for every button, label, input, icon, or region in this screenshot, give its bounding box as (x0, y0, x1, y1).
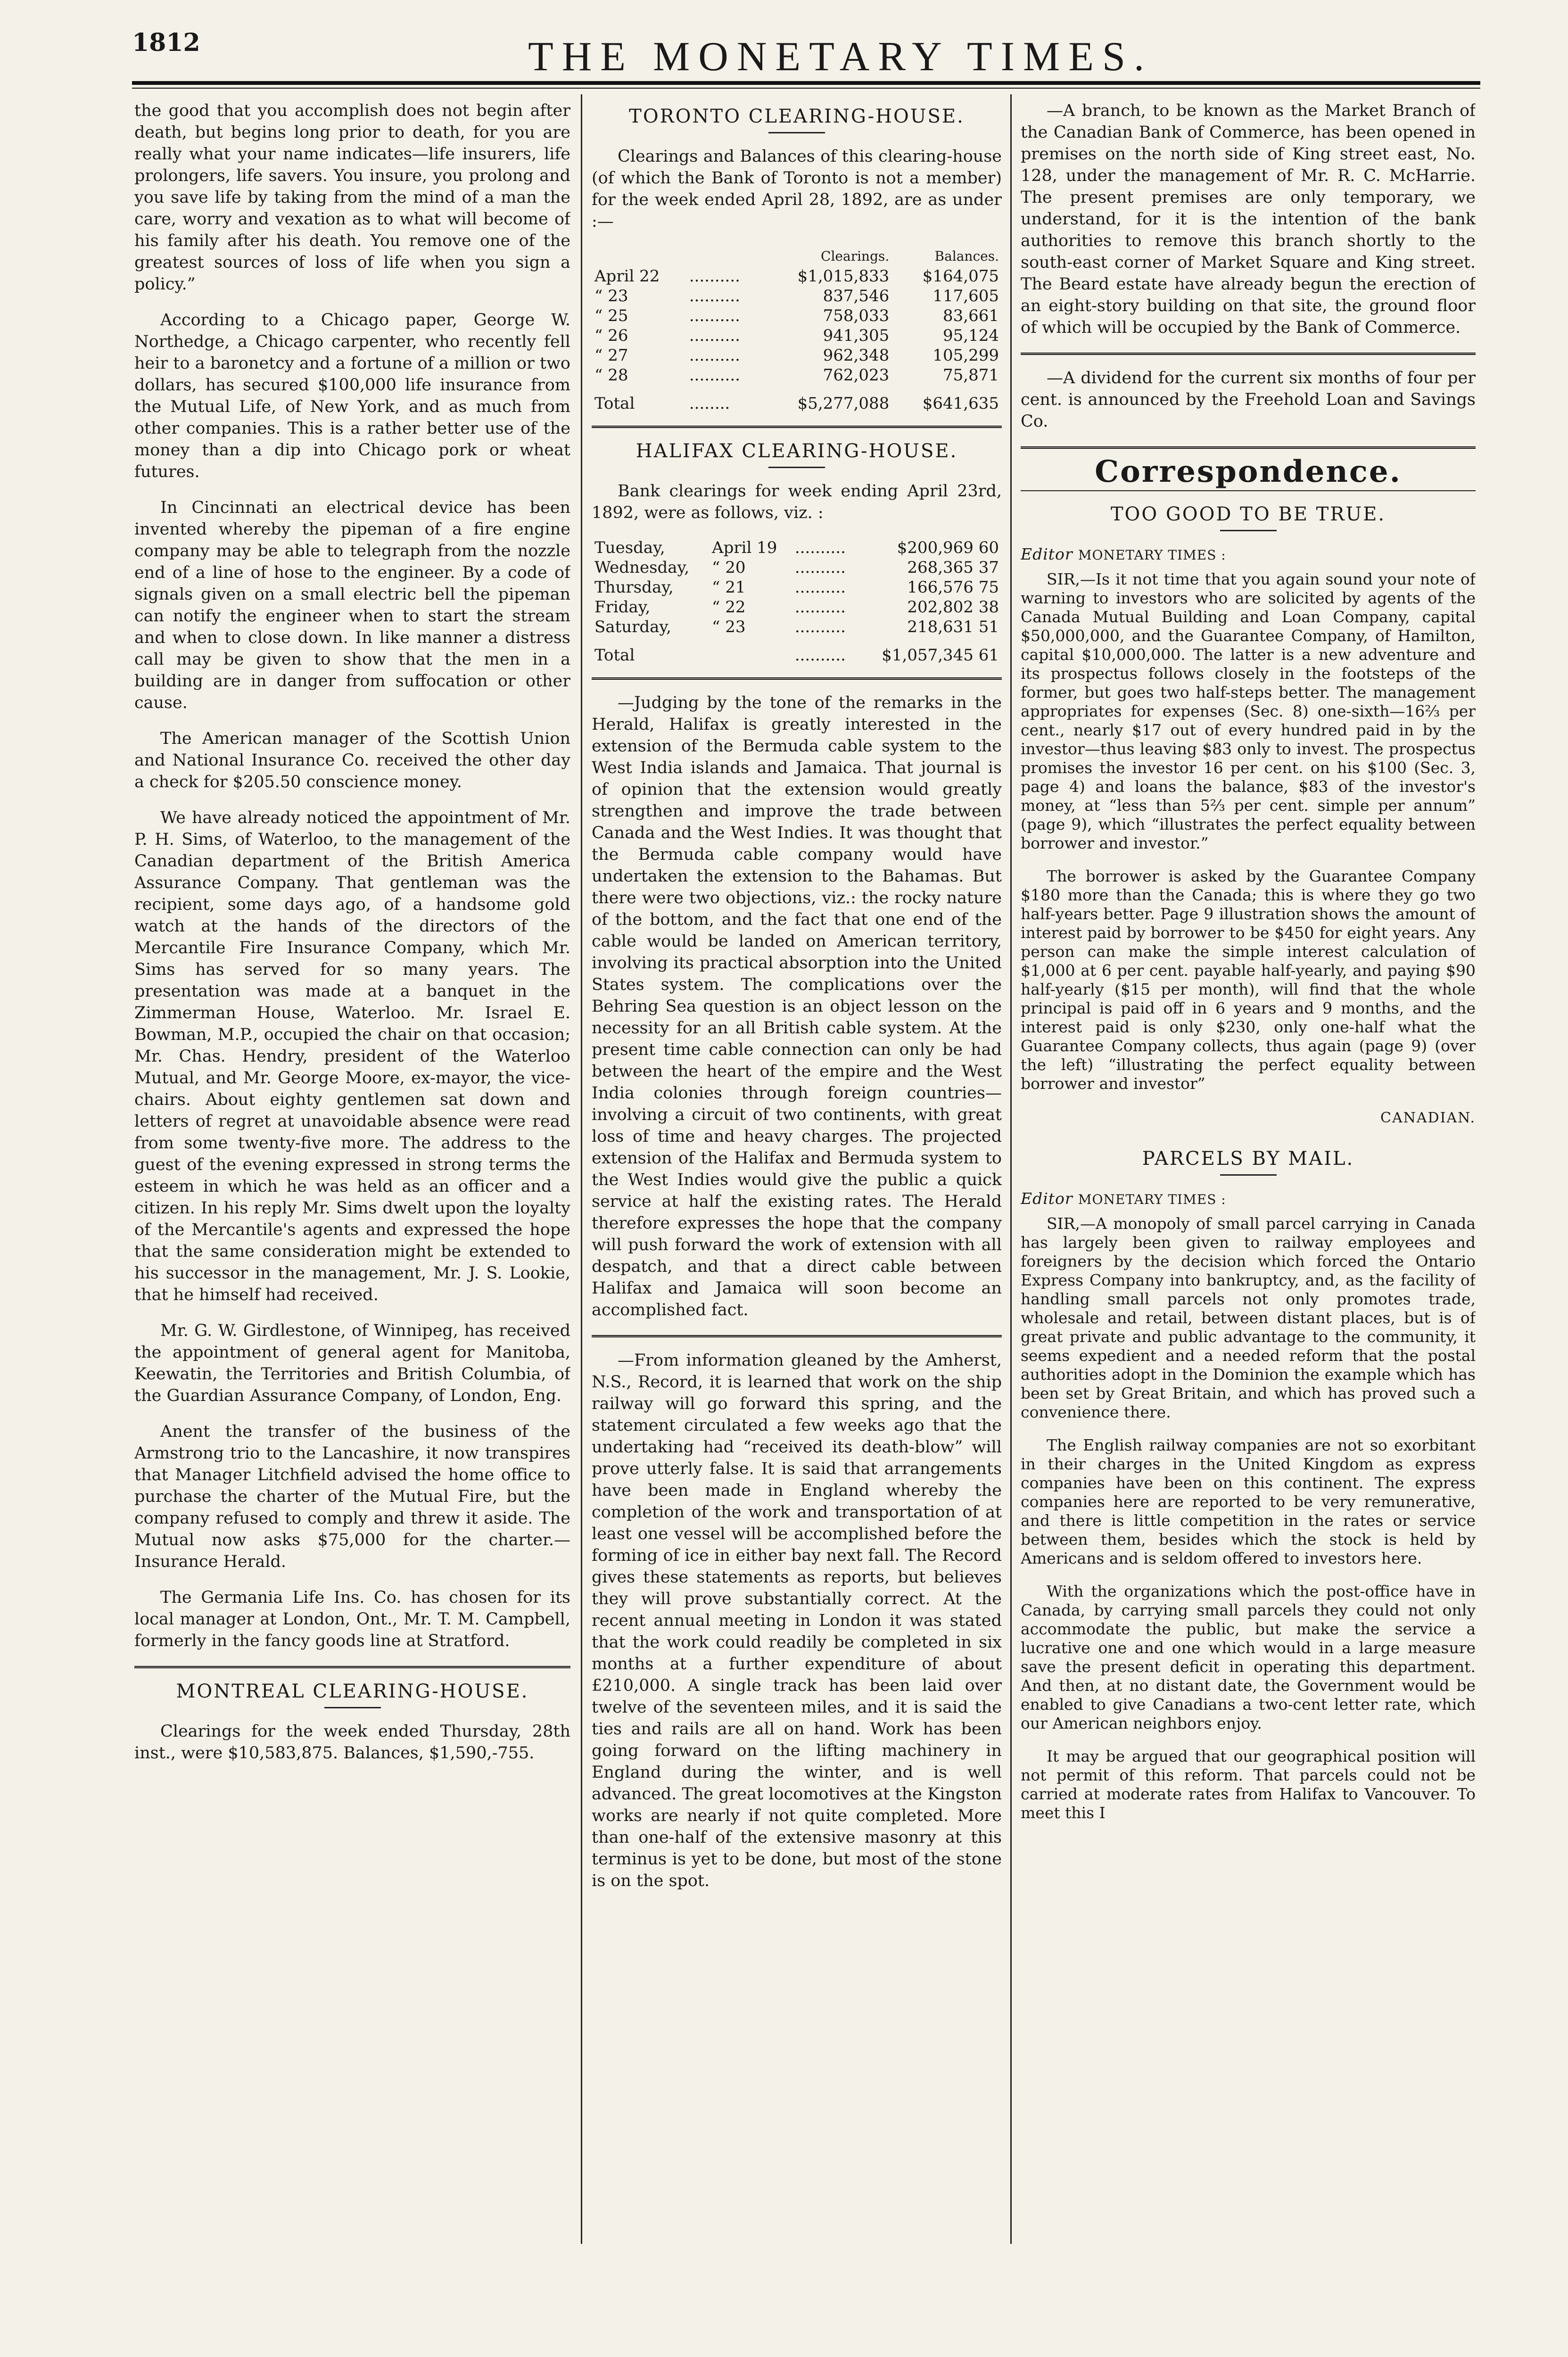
column-header: Balances. (934, 248, 999, 264)
section-rule (1021, 446, 1476, 449)
table-cell: 75,871 (943, 366, 999, 385)
halifax-table (592, 538, 1002, 665)
article-text: Clearings for the week ended Thursday, 28th inst., were $10,583,875. Balances, $1,590,-755. (134, 1722, 570, 1763)
table-row: Thursday, “ 21 .......... 166,576 75 (592, 577, 1002, 597)
column-2 (592, 100, 1002, 2250)
table-cell: 95,124 (943, 326, 999, 345)
short-rule (768, 467, 825, 468)
table-cell: $200,969 60 (897, 538, 999, 557)
article-text: Bank clearings for week ending April 23rd, 1892, were as follows, viz. : (592, 482, 1002, 522)
table-cell: Total (594, 394, 635, 413)
table-row: April 22 .......... $1,015,833 $164,075 (592, 266, 1002, 286)
article-text: We have already noticed the appointment of Mr. P. H. Sims, of Waterloo, to the management of the Canadian department of the British America Assurance Company. That gentleman was the recipient, some days ago, of a handsome gold watch at the hands of the directors of the Mercantile Fire Insurance Company, which Mr. Sims has served for so many years. The presentation was made at a banquet in the Zimmerman House, Waterloo. Mr. Israel E. Bowman, M.P., occupied the chair on that occasion; Mr. Chas. Hendry, president of the Waterloo Mutual, and Mr. George Moore, ex-mayor, the vice-chairs. About eighty gentlemen sat down and letters of regret at unavoidable absence were read from some twenty-five more. The address to the guest of the evening expressed in strong terms the esteem in which he was held as an officer and a citizen. In his reply Mr. Sims dwelt upon the loyalty of the Mercantile's agents and expressed the hope that the same consideration might be extended to his successor in the management, Mr. J. S. Lookie, that he himself had received. (134, 808, 570, 1304)
section-rule (592, 1335, 1002, 1337)
article-text: According to a Chicago paper, George W. Northedge, a Chicago carpenter, who recently fell heir to a baronetcy and a fortune of a million or two dollars, has secured $100,000 life insurance from the Mutual Life, of New York, and as much from other companies. This is a rather better use of the money than a dip into Chicago pork or wheat futures. (134, 311, 570, 481)
letter-text: With the organizations which the post-office have in Canada, by carrying small parcels they could not only accommodate the public, but make the service a lucrative one and one which would in a large measure save the present deficit in operating this department. And then, at no distant date, the Government would be enabled to give Canadians a two-cent letter rate, which our American neighbors enjoy. (1021, 1582, 1476, 1732)
letter-text: It may be argued that our geographical position will not permit of this reform. That parcels could not be carried at moderate rates from Halifax to Vancouver. To meet this I (1021, 1747, 1476, 1822)
letter-text: SIR,—A monopoly of small parcel carrying in Canada has largely been given to railway employees and foreigners by the decision which forced the Ontario Express Company into bankruptcy, and, as the facility of handling small parcels not only promotes trade, wholesale and retail, between distant places, but is of great private and public advantage to the community, it seems expedient and a needed reform that the postal authorities adopt in the Dominion the example which has been set by Great Britain, and which has proved such a convenience there. (1021, 1214, 1476, 1421)
table-row: “ 26 .......... 941,305 95,124 (592, 326, 1002, 346)
table-cell: Saturday, (594, 618, 671, 636)
column-divider-2 (1010, 94, 1012, 2244)
table-cell: $1,015,833 (797, 267, 890, 286)
column-1 (134, 100, 570, 2250)
editor-label: Editor (1021, 545, 1073, 563)
article-text: The American manager of the Scottish Union and National Insurance Co. received the other day a check for $205.50 conscience money. (134, 729, 570, 791)
column-header: Clearings. (821, 248, 890, 264)
section-rule (592, 677, 1002, 680)
page-number: 1812 (132, 28, 200, 57)
short-rule (324, 1707, 381, 1708)
table-row: Saturday, “ 23 .......... 218,631 51 (592, 617, 1002, 637)
section-rule (592, 426, 1002, 428)
table-cell: “ 22 (712, 598, 746, 617)
table-cell: April 22 (594, 267, 660, 286)
article-text: —From information gleaned by the Amherst, N.S., Record, it is learned that work on the ship railway will go forward this spring, and the statement circulated a few weeks ago that the undertaking had “received its death-blow” will prove utterly false. It is said that arrangements have been made in England whereby the completion of the work and transportation of at least one vessel will be accomplished before the forming of ice in either bay next fall. The Record gives these statements as reports, but believes they will prove substantially correct. At the recent annual meeting in London it was stated that the work could readily be completed in six months at a further expenditure of about £210,000. A single track has been laid over twelve of the seventeen miles, and it is said the ties and rails are all on hand. Work has been going forward on the lifting machinery in England during the winter, and is well advanced. The great locomotives at the Kingston works are nearly if not quite completed. More than one-half of the extensive masonry at this terminus is yet to be done, but most of the stone is on the spot. (592, 1351, 1002, 1890)
table-cell: “ 25 (594, 306, 628, 325)
table-cell: “ 27 (594, 346, 628, 365)
table-cell: 268,365 37 (907, 558, 999, 577)
column-3 (1021, 100, 1476, 2250)
short-rule (1220, 530, 1277, 531)
table-cell: 83,661 (943, 306, 999, 325)
table-row: “ 23 .......... 837,546 117,605 (592, 286, 1002, 306)
table-cell: “ 26 (594, 326, 628, 345)
article-text: The Germania Life Ins. Co. has chosen for its local manager at London, Ont., Mr. T. M. Campbell, formerly in the fancy goods line at Stratford. (134, 1588, 570, 1650)
montreal-heading: MONTREAL CLEARING-HOUSE. (176, 1681, 529, 1702)
table-cell: 758,033 (823, 306, 890, 325)
table-cell: Friday, (594, 598, 651, 617)
letter-text: The borrower is asked by the Guarantee Company $180 more than the Canada; this is where they go two half-years better. Page 9 illustration shows the amount of interest paid by borrower to be $450 for eight years. Any person can make the simple interest calculation of $1,000 at 6 per cent. payable half-yearly, and paying $90 half-yearly ($15 per month), will find that the whole principal is paid off in 6 years and 9 months, and the interest paid is only $230, only one-half what the Guarantee Company collects, thus again (page 9) (over the left) “illustrating the perfect equality between borrower and investor” (1021, 867, 1476, 1093)
letter-text: SIR,—Is it not time that you again sound your note of warning to investors who are solicited by agents of the Canada Mutual Building and Loan Company, capital $50,000,000, and the Guarantee Company, of Hamilton, capital $10,000,000. The latter is a new adventure and its prospectus follows closely in the footsteps of the former, but goes two half-steps better. The management appropriates for expenses (Sec. 8) one-sixth—16⅔ per cent., nearly $17 out of every hundred paid in by the investor—thus leaving $83 only to invest. The prospectus promises the investor 16 per cent. on his $100 (Sec. 3, page 4) and loans the balance, $83 of the investor's money, at “less than 5⅔ per cent. simple per annum” (page 9), which “illustrates the perfect equality between borrower and investor.” (1021, 570, 1476, 852)
masthead-title: THE MONETARY TIMES. (528, 34, 1153, 80)
table-cell: 166,576 75 (907, 578, 999, 597)
editor-address (1021, 544, 1476, 566)
article-text: —A branch, to be known as the Market Branch of the Canadian Bank of Commerce, has been opened in premises on the north side of King street east, No. 128, under the management of Mr. R. C. McHarrie. The present premises are only temporary, we understand, for it is the intention of the bank authorities to remove this branch shortly to the south-east corner of Market Square and King street. The Beard estate have already begun the erection of an eight-story building on that site, the ground floor of which will be occupied by the Bank of Commerce. (1021, 101, 1476, 337)
article-text: Anent the transfer of the business of the Armstrong trio to the Lancashire, it now transpires that Manager Litchfield advised the home office to purchase the charter of the Mutual Fire, but the company refused to comply and threw it aside. The Mutual now asks $75,000 for the charter.—Insurance Herald. (134, 1422, 570, 1571)
letter-text: The English railway companies are not so exorbitant in their charges in the United Kingdom as express companies have been on this continent. The express companies here are reported to be very remunerative, and there is little competition in the rates or service between them, besides which the stock is held by Americans and is seldom offered to investors here. (1021, 1436, 1476, 1567)
table-cell: 762,023 (823, 366, 890, 385)
table-cell: $5,277,088 (797, 394, 890, 413)
table-cell: 202,802 38 (907, 598, 999, 617)
table-cell: “ 23 (594, 287, 628, 305)
table-cell: $164,075 (922, 267, 999, 286)
too-good-heading: TOO GOOD TO BE TRUE. (1110, 503, 1386, 525)
table-cell: 218,631 51 (907, 618, 999, 636)
article-text: In Cincinnati an electrical device has been invented whereby the pipeman of a fire engine company may be able to telegraph from the nozzle end of a line of hose to the engineer. By a code of signals given on a small electric bell the pipeman can notify the engineer when to start the stream and when to close down. In like manner a distress call may be given to show that the men in a building are in danger from suffocation or other cause. (134, 498, 570, 712)
table-cell: $1,057,345 61 (882, 646, 999, 665)
table-cell: “ 28 (594, 366, 628, 385)
table-row: Tuesday, April 19 .......... $200,969 60 (592, 538, 1002, 558)
table-row: Wednesday, “ 20 .......... 268,365 37 (592, 558, 1002, 577)
table-cell: 941,305 (823, 326, 890, 345)
table-cell: Thursday, (594, 578, 674, 597)
letter-signature: CANADIAN. (1380, 1110, 1476, 1126)
short-rule (1021, 490, 1476, 491)
table-cell: 837,546 (823, 287, 890, 305)
parcels-heading: PARCELS BY MAIL. (1142, 1148, 1354, 1170)
short-rule (1220, 1174, 1277, 1176)
table-cell: $641,635 (922, 394, 999, 413)
editor-paper: MONETARY TIMES : (1078, 547, 1226, 563)
editor-label: Editor (1021, 1189, 1073, 1208)
table-row: “ 28 .......... 762,023 75,871 (592, 365, 1002, 385)
table-cell: Tuesday, (594, 538, 665, 557)
short-rule (768, 132, 825, 133)
table-cell: 117,605 (933, 287, 999, 305)
table-cell: 962,348 (823, 346, 890, 365)
table-cell: Total (594, 646, 635, 665)
table-cell: “ 20 (712, 558, 746, 577)
table-total-row: Total ........ $5,277,088 $641,635 (592, 385, 1002, 413)
editor-address (1021, 1188, 1476, 1211)
table-row: Friday, “ 22 .......... 202,802 38 (592, 597, 1002, 617)
column-divider-1 (581, 94, 582, 2244)
halifax-heading: HALIFAX CLEARING-HOUSE. (635, 440, 958, 462)
toronto-heading: TORONTO CLEARING-HOUSE. (629, 106, 965, 127)
toronto-table (592, 247, 1002, 413)
section-rule (1021, 353, 1476, 355)
table-cell: April 19 (712, 538, 777, 557)
editor-paper: MONETARY TIMES : (1078, 1192, 1226, 1207)
top-rule-thin (132, 88, 1480, 89)
section-rule (134, 1666, 570, 1668)
table-cell: Wednesday, (594, 558, 690, 577)
article-text: —A dividend for the current six months of four per cent. is announced by the Freehold Loan and Savings Co. (1021, 369, 1476, 431)
top-rule (132, 81, 1480, 85)
table-row: “ 25 .......... 758,033 83,661 (592, 306, 1002, 326)
table-total-row: Total .......... $1,057,345 61 (592, 637, 1002, 665)
table-cell: 105,299 (933, 346, 999, 365)
article-text: the good that you accomplish does not begin after death, but begins long prior to death, for you are really what your name indicates—life insurers, life prolongers, life savers. You insure, you prolong and you save life by taking from the mind of a man the care, worry and vexation as to what will become of his family after his death. You remove one of the greatest sources of loss of life when you sign a policy.” (134, 101, 570, 294)
table-cell: “ 23 (712, 618, 746, 636)
table-cell: “ 21 (712, 578, 746, 597)
table-row: “ 27 .......... 962,348 105,299 (592, 346, 1002, 365)
article-text: —Judging by the tone of the remarks in the Herald, Halifax is greatly interested in the extension of the Bermuda cable system to the West India islands and Jamaica. That journal is of opinion that the extension would greatly strengthen and improve the trade between Canada and the West Indies. It was thought that the Bermuda cable company would have undertaken the extension to the Bahamas. But there were two objections, viz.: the rocky nature of the bottom, and the fact that one end of the cable would be landed on American territory, involving its practical absorption into the United States system. The complications over the Behring Sea question is an object lesson on the necessity for an all British cable system. At the present time cable connection can only be had between the heart of the empire and the West India colonies through foreign countries—involving a circuit of two continents, with great loss of time and heavy charges. The projected extension of the Halifax and Bermuda system to the West Indies would give the public a quick service at half the existing rates. The Herald therefore expresses the hope that the company will push forward the work of extension with all despatch, and that a direct cable between Halifax and Jamaica will soon become an accomplished fact. (592, 693, 1002, 1319)
article-text: Clearings and Balances of this clearing-house (of which the Bank of Toronto is not a member) for the week ended April 28, 1892, are as under :— (592, 147, 1002, 231)
article-text: Mr. G. W. Girdlestone, of Winnipeg, has received the appointment of general agent for Manitoba, Keewatin, the Territories and British Columbia, of the Guardian Assurance Company, of London, Eng. (134, 1321, 570, 1405)
correspondence-heading: Correspondence. (1095, 454, 1402, 489)
